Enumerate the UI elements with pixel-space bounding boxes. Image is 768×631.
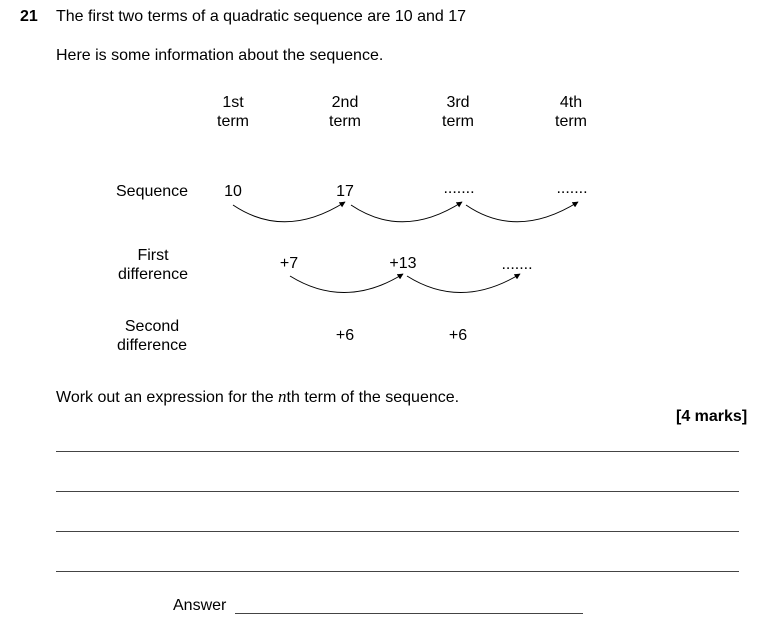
- first-difference-label: First difference: [118, 247, 188, 283]
- arrow-term3-to-term4: [466, 202, 578, 222]
- sequence-term-1: 10: [224, 183, 242, 200]
- task-text: Work out an expression for the nth term of the sequence.: [56, 387, 460, 406]
- working-line-4[interactable]: [56, 571, 739, 572]
- first-difference-3-blank: .......: [501, 256, 533, 273]
- arrow-term1-to-term2: [233, 202, 345, 222]
- info-text: Here is some information about the sequence.: [56, 47, 384, 64]
- first-difference-2: +13: [389, 255, 417, 272]
- second-difference-1: +6: [335, 327, 355, 344]
- first-difference-1: +7: [279, 255, 299, 272]
- n-variable: n: [278, 387, 287, 406]
- question-statement: The first two terms of a quadratic sequence are 10 and 17: [56, 8, 467, 25]
- sequence-term-4-blank: .......: [556, 180, 588, 197]
- answer-label: Answer: [173, 597, 227, 614]
- sequence-term-3-blank: .......: [443, 180, 475, 197]
- column-header-1st-term: 1st term: [217, 94, 249, 130]
- arrow-diff2-to-diff3: [407, 274, 520, 293]
- second-difference-label: Second difference: [117, 318, 187, 354]
- marks-label: [4 marks]: [676, 408, 748, 425]
- question-number: 21: [20, 8, 38, 25]
- sequence-term-2: 17: [336, 183, 354, 200]
- answer-line[interactable]: [235, 613, 583, 614]
- arrow-term2-to-term3: [351, 202, 462, 222]
- second-difference-2: +6: [448, 327, 468, 344]
- working-line-1[interactable]: [56, 451, 739, 452]
- column-header-2nd-term: 2nd term: [329, 94, 361, 130]
- column-header-4th-term: 4th term: [555, 94, 587, 130]
- working-line-3[interactable]: [56, 531, 739, 532]
- arrow-diff1-to-diff2: [290, 274, 403, 293]
- working-line-2[interactable]: [56, 491, 739, 492]
- column-header-3rd-term: 3rd term: [442, 94, 474, 130]
- sequence-label: Sequence: [116, 183, 189, 200]
